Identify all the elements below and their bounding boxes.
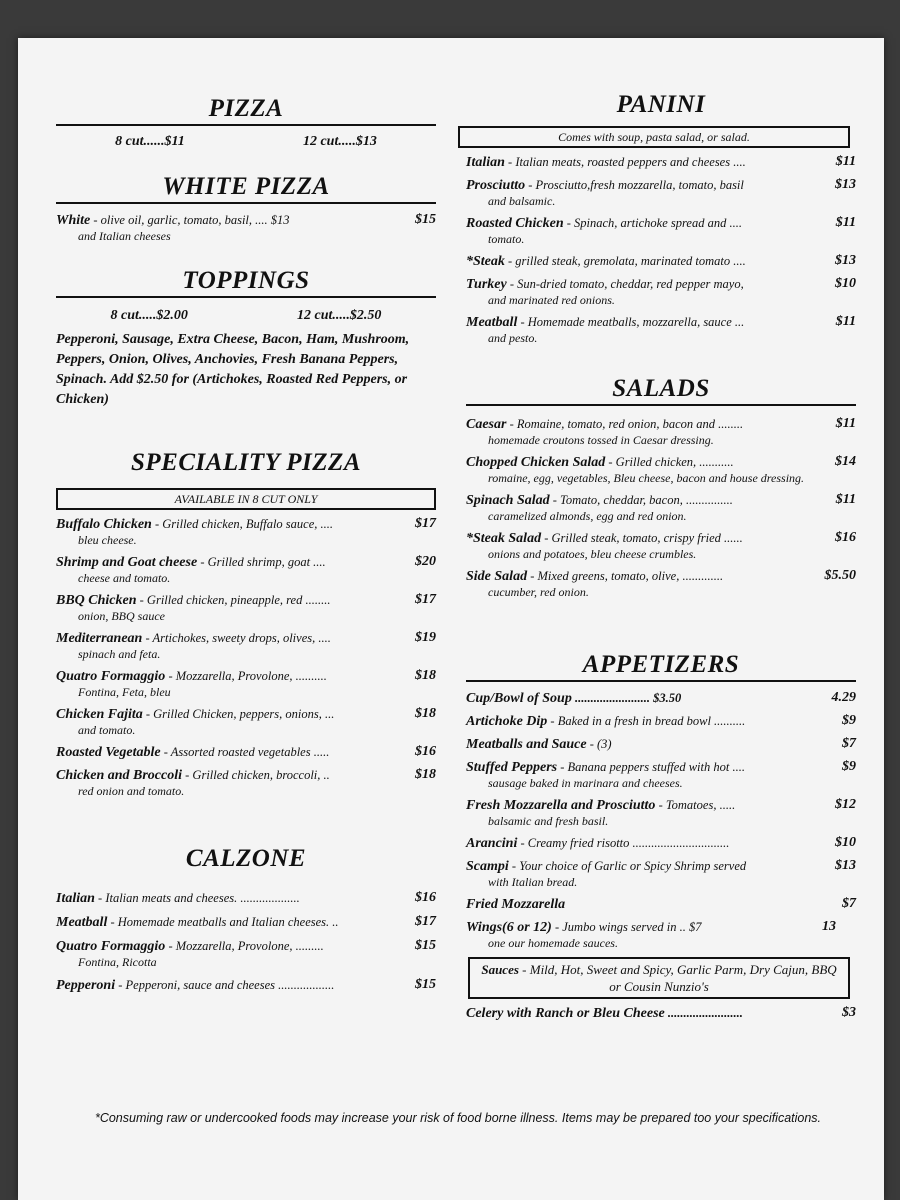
item-name: Meatballs and Sauce — [466, 737, 587, 752]
item-sub: cheese and tomato. — [78, 571, 171, 585]
menu-item — [466, 896, 856, 913]
item-desc: - Spinach, artichoke spread and .... — [563, 216, 742, 230]
menu-item — [466, 177, 856, 209]
panini-section — [466, 90, 856, 352]
item-price: $11 — [835, 416, 856, 431]
item-name: Chopped Chicken Salad — [466, 455, 606, 470]
item-name: Scampi — [466, 859, 509, 874]
item-name: Pepperoni — [56, 978, 116, 993]
item-sub: onions and potatoes, bleu cheese crumbles. — [488, 547, 697, 561]
item-desc: - Sun-dried tomato, cheddar, red pepper mayo, — [506, 277, 744, 291]
item-desc: - Mixed greens, tomato, olive, ............. — [527, 569, 724, 583]
menu-item — [466, 253, 856, 270]
item-price: $11 — [835, 215, 856, 230]
item-price: $16 — [835, 530, 856, 545]
calzone-items — [56, 890, 436, 994]
item-name: *Steak — [466, 254, 505, 269]
white-pizza-title: WHITE PIZZA — [56, 172, 436, 204]
item-price: $15 — [415, 212, 436, 227]
item-price: $9 — [842, 713, 856, 728]
item-name: Mediterranean — [56, 631, 143, 646]
item-name: Celery with Ranch or Bleu Cheese — [466, 1006, 665, 1021]
speciality-items — [56, 516, 436, 799]
sauces-box — [468, 957, 850, 999]
menu-item — [56, 592, 436, 624]
panini-note: Comes with soup, pasta salad, or salad. — [458, 126, 850, 148]
item-name: Quatro Formaggio — [56, 669, 166, 684]
menu-item — [466, 454, 856, 486]
appetizers-title: APPETIZERS — [466, 650, 856, 682]
item-desc: - Romaine, tomato, red onion, bacon and ........ — [506, 417, 744, 431]
toppings-size-8: 8 cut.....$2.00 — [110, 308, 188, 323]
item-sub: and tomato. — [78, 723, 136, 737]
appetizers-items — [466, 690, 856, 951]
item-name: Fried Mozzarella — [466, 897, 566, 912]
item-price: $17 — [415, 592, 436, 607]
menu-item — [466, 858, 856, 890]
item-price: $20 — [415, 554, 436, 569]
item-sub: with Italian bread. — [488, 875, 578, 889]
item-price: $16 — [415, 744, 436, 759]
item-price: $17 — [415, 914, 436, 929]
item-name: BBQ Chicken — [56, 593, 137, 608]
item-name: Chicken and Broccoli — [56, 768, 183, 783]
item-name: *Steak Salad — [466, 531, 542, 546]
item-desc: - Baked in a fresh in bread bowl .......... — [547, 714, 746, 728]
item-price: $9 — [842, 759, 856, 774]
item-desc: - Creamy fried risotto ............................... — [517, 836, 730, 850]
item-price: $13 — [835, 177, 856, 192]
item-desc: - Tomato, cheddar, bacon, ............... — [549, 493, 733, 507]
item-name: Caesar — [466, 417, 507, 432]
menu-item — [466, 416, 856, 448]
item-sub: and marinated red onions. — [488, 293, 615, 307]
item-name: Meatball — [56, 915, 108, 930]
item-name: Meatball — [466, 315, 518, 330]
item-desc: - Grilled chicken, Buffalo sauce, .... — [151, 517, 334, 531]
item-sub: balsamic and fresh basil. — [488, 814, 609, 828]
item-price: $11 — [835, 314, 856, 329]
item-desc: - Italian meats and cheeses. ................... — [94, 891, 300, 905]
toppings-size-12: 12 cut.....$2.50 — [297, 308, 382, 323]
menu-item — [466, 1005, 856, 1022]
item-name: Chicken Fajita — [56, 707, 143, 722]
item-price: $11 — [835, 154, 856, 169]
item-desc: - Your choice of Garlic or Spicy Shrimp served — [508, 859, 747, 873]
item-name: Italian — [466, 155, 505, 170]
item-name: Wings(6 or 12) — [466, 920, 552, 935]
item-price: $12 — [835, 797, 856, 812]
item-price: $16 — [415, 890, 436, 905]
item-desc: - Grilled Chicken, peppers, onions, ... — [142, 707, 335, 721]
item-desc: - Grilled chicken, broccoli, .. — [182, 768, 330, 782]
menu-item — [466, 713, 856, 730]
white-pizza-section — [56, 172, 436, 244]
item-sub: spinach and feta. — [78, 647, 161, 661]
menu-item — [56, 938, 436, 970]
pizza-title: PIZZA — [56, 94, 436, 126]
toppings-title: TOPPINGS — [56, 266, 436, 298]
item-name: Shrimp and Goat cheese — [56, 555, 198, 570]
item-sub: onion, BBQ sauce — [78, 609, 165, 623]
speciality-title: SPECIALITY PIZZA — [130, 449, 361, 476]
item-price: $18 — [415, 767, 436, 782]
item-desc: - Mozzarella, Provolone, ......... — [165, 939, 324, 953]
item-desc: - Pepperoni, sauce and cheeses .................. — [115, 978, 335, 992]
toppings-list: Pepperoni, Sausage, Extra Cheese, Bacon, Ham, Mushroom, Peppers, Onion, Olives, Anchovies, Fresh Banana Peppers, Spinach. Add $2.50 for (Artichokes, Roasted Red Peppers, or Chicken) — [56, 332, 410, 407]
pizza-size-8: 8 cut......$11 — [115, 134, 185, 149]
item-name: Spinach Salad — [466, 493, 550, 508]
salads-items — [466, 416, 856, 600]
item-sub: and balsamic. — [488, 194, 556, 208]
menu-item — [466, 736, 856, 753]
item-desc: - Grilled steak, tomato, crispy fried ...... — [541, 531, 743, 545]
menu-item — [466, 568, 856, 600]
item-price: $11 — [835, 492, 856, 507]
item-name: Turkey — [466, 277, 507, 292]
menu-item — [466, 759, 856, 791]
item-desc: ........................ $3.50 — [571, 691, 682, 705]
item-desc: - Homemade meatballs and Italian cheeses. .. — [107, 915, 339, 929]
item-sub: Fontina, Feta, bleu — [78, 685, 171, 699]
item-name: Side Salad — [466, 569, 528, 584]
item-desc: - Italian meats, roasted peppers and cheeses .... — [504, 155, 746, 169]
item-sub: bleu cheese. — [78, 533, 137, 547]
item-sub: sausage baked in marinara and cheeses. — [488, 776, 683, 790]
salads-title: SALADS — [466, 374, 856, 406]
item-price: $13 — [835, 253, 856, 268]
item-sub: romaine, egg, vegetables, Bleu cheese, bacon and house dressing. — [488, 471, 805, 485]
menu-item — [466, 690, 856, 707]
item-price: $15 — [415, 938, 436, 953]
menu-item — [466, 835, 856, 852]
item-sub: one our homemade sauces. — [488, 936, 618, 950]
item-price: $18 — [415, 706, 436, 721]
item-name: Cup/Bowl of Soup — [466, 691, 572, 706]
menu-item — [56, 977, 436, 994]
item-desc: - Grilled shrimp, goat .... — [197, 555, 326, 569]
item-sub: and pesto. — [488, 331, 538, 345]
menu-item — [466, 215, 856, 247]
item-price: 13 — [822, 919, 836, 934]
menu-item — [466, 276, 856, 308]
item-sub: and Italian cheeses — [78, 229, 171, 243]
menu-item — [466, 530, 856, 562]
menu-item — [56, 554, 436, 586]
menu-item — [56, 668, 436, 700]
item-desc: - olive oil, garlic, tomato, basil, .... $13 — [90, 213, 290, 227]
toppings-section — [56, 266, 436, 410]
pizza-size-12: 12 cut.....$13 — [302, 134, 377, 149]
menu-item — [56, 516, 436, 548]
speciality-note: AVAILABLE IN 8 CUT ONLY — [56, 488, 436, 510]
toppings-sizes — [56, 308, 436, 324]
item-desc: - grilled steak, gremolata, marinated tomato .... — [504, 254, 746, 268]
menu-item — [466, 919, 856, 951]
item-name: Fresh Mozzarella and Prosciutto — [466, 798, 656, 813]
menu-item — [56, 630, 436, 662]
panini-title: PANINI — [616, 91, 706, 118]
item-desc: - Grilled chicken, ........... — [605, 455, 734, 469]
item-sub: homemade croutons tossed in Caesar dressing. — [488, 433, 714, 447]
item-desc: - Banana peppers stuffed with hot .... — [557, 760, 745, 774]
item-name: Prosciutto — [466, 178, 526, 193]
item-desc: - Mozzarella, Provolone, .......... — [165, 669, 327, 683]
item-price: $5.50 — [824, 568, 856, 583]
menu-item — [56, 767, 436, 799]
item-desc: - (3) — [586, 737, 612, 751]
item-desc: - Jumbo wings served in .. $7 — [551, 920, 702, 934]
menu-item — [466, 492, 856, 524]
pizza-sizes — [56, 134, 436, 150]
item-desc: - Homemade meatballs, mozzarella, sauce ... — [517, 315, 745, 329]
panini-items — [466, 154, 856, 346]
item-name: Stuffed Peppers — [466, 760, 558, 775]
menu-item — [56, 706, 436, 738]
menu-item — [56, 744, 436, 761]
item-sub: tomato. — [488, 232, 525, 246]
item-name: Italian — [56, 891, 95, 906]
item-sub: caramelized almonds, egg and red onion. — [488, 509, 687, 523]
footer-disclaimer: *Consuming raw or undercooked foods may increase your risk of food borne illness. Items may be prepared too your specifications. — [94, 1111, 822, 1125]
item-name: White — [56, 213, 91, 228]
menu-item — [56, 914, 436, 931]
item-price: $7 — [842, 736, 856, 751]
item-name: Quatro Formaggio — [56, 939, 166, 954]
item-name: Arancini — [466, 836, 518, 851]
item-price: $18 — [415, 668, 436, 683]
item-price: $15 — [415, 977, 436, 992]
item-name: Buffalo Chicken — [56, 517, 152, 532]
item-price: $7 — [842, 896, 856, 911]
menu-item — [56, 890, 436, 907]
item-price: $10 — [835, 276, 856, 291]
item-desc: - Tomatoes, ..... — [655, 798, 736, 812]
item-sub: red onion and tomato. — [78, 784, 185, 798]
item-price: $14 — [835, 454, 856, 469]
item-sub: cucumber, red onion. — [488, 585, 589, 599]
menu-item — [466, 154, 856, 171]
item-desc: - Prosciutto,fresh mozzarella, tomato, basil — [525, 178, 744, 192]
item-price: $17 — [415, 516, 436, 531]
speciality-section — [56, 448, 436, 805]
item-price: 4.29 — [831, 690, 856, 705]
calzone-section — [56, 844, 436, 1001]
item-name: Roasted Vegetable — [56, 745, 161, 760]
menu-sheet — [18, 38, 884, 1200]
item-price: $10 — [835, 835, 856, 850]
salads-section — [466, 374, 856, 606]
menu-item — [466, 314, 856, 346]
item-name: Artichoke Dip — [466, 714, 548, 729]
item-price: $13 — [835, 858, 856, 873]
item-name: Roasted Chicken — [466, 216, 564, 231]
item-desc: ........................ — [664, 1006, 743, 1020]
sauces-label: Sauces — [481, 962, 519, 977]
menu-item — [466, 797, 856, 829]
appetizers-section — [466, 650, 856, 1022]
item-desc: - Grilled chicken, pineapple, red ........ — [136, 593, 331, 607]
item-desc: - Assorted roasted vegetables ..... — [160, 745, 330, 759]
calzone-title: CALZONE — [185, 845, 307, 872]
sauces-text: - Mild, Hot, Sweet and Spicy, Garlic Parm, Dry Cajun, BBQ or Cousin Nunzio's — [518, 962, 837, 994]
item-price: $3 — [842, 1005, 856, 1020]
menu-item — [56, 212, 436, 244]
item-price: $19 — [415, 630, 436, 645]
item-sub: Fontina, Ricotta — [78, 955, 157, 969]
pizza-section — [56, 94, 436, 150]
item-desc: - Artichokes, sweety drops, olives, .... — [142, 631, 331, 645]
